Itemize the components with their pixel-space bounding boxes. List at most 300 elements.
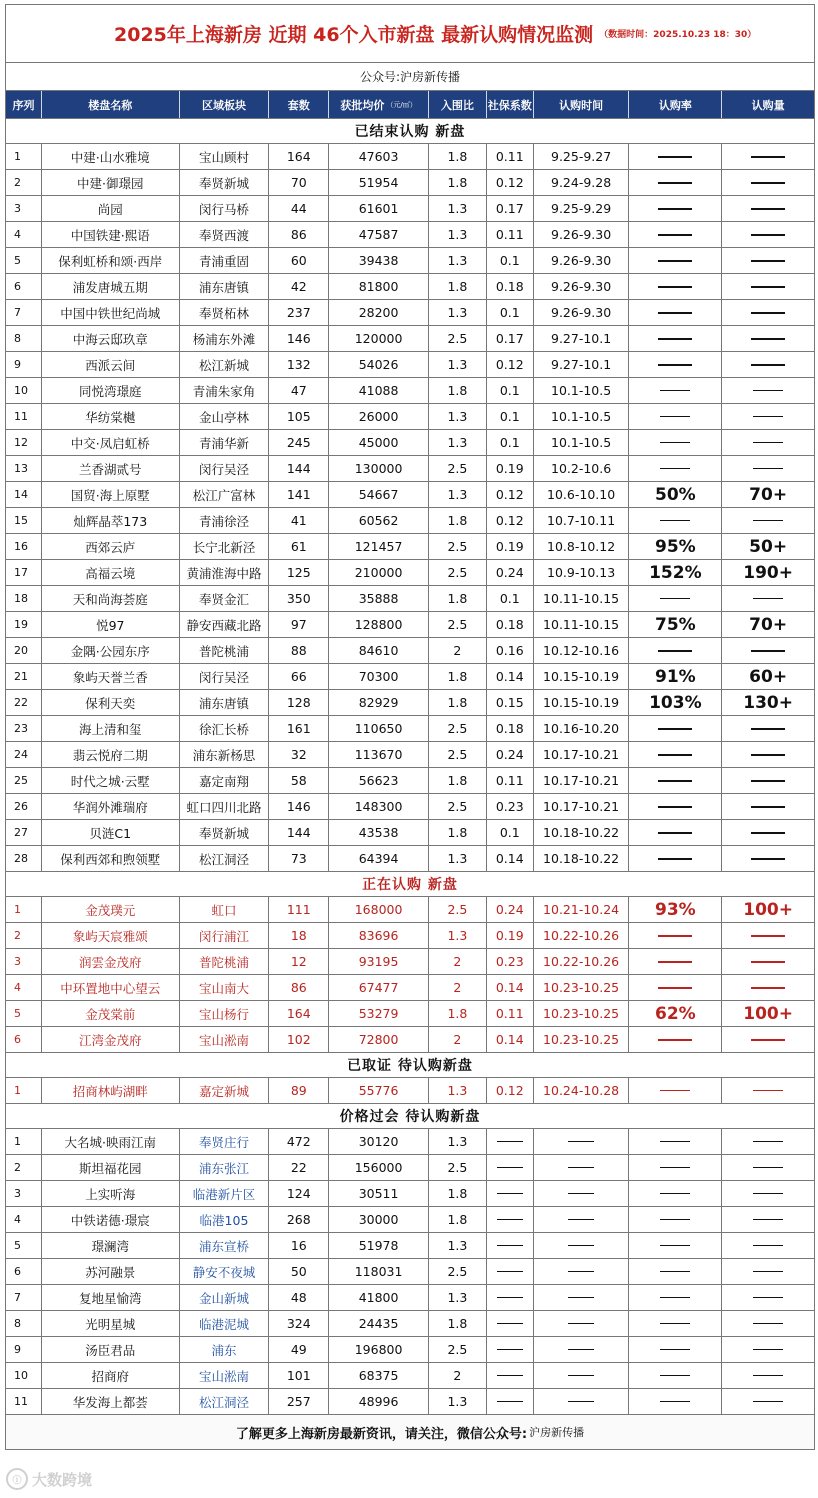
cell-time: 9.26-9.30: [534, 248, 630, 273]
cell-area: 奉贤金汇: [180, 586, 270, 611]
cell-time: 10.1-10.5: [534, 430, 630, 455]
cell-time: 10.17-10.21: [534, 768, 630, 793]
cell-area: 徐汇长桥: [180, 716, 270, 741]
cell-area: 浦东张江: [180, 1155, 270, 1180]
cell-time: [534, 1389, 630, 1414]
table-row: [6, 170, 814, 196]
cell-price: 43538: [329, 820, 429, 845]
dash-mark: [497, 1245, 523, 1246]
cell-name: 华纺棠樾: [42, 404, 180, 429]
cell-name: 贝涟C1: [42, 820, 180, 845]
cell-rate: [629, 378, 722, 403]
cell-idx: 11: [6, 404, 42, 429]
header-ratio: 入围比: [429, 91, 487, 118]
cell-social: 0.12: [487, 482, 534, 507]
dash-mark: [751, 182, 785, 184]
cell-social: [487, 1233, 534, 1258]
dash-mark: [660, 1349, 690, 1350]
cell-rate: 95%: [629, 534, 722, 559]
cell-ratio: 2.5: [429, 1155, 487, 1180]
cell-time: 9.24-9.28: [534, 170, 630, 195]
cell-price: 41088: [329, 378, 429, 403]
table-row: [6, 897, 814, 923]
cell-social: 0.19: [487, 456, 534, 481]
dash-mark: [753, 1167, 783, 1168]
cell-ratio: 1.3: [429, 482, 487, 507]
dash-mark: [660, 1245, 690, 1246]
cell-volume: [722, 923, 814, 948]
data-time: （数据时间：2025.10.23 18：30）: [599, 30, 757, 40]
cell-ratio: 1.3: [429, 846, 487, 871]
cell-volume: [722, 1311, 814, 1336]
cell-area: 普陀桃浦: [180, 638, 270, 663]
cell-price: 30120: [329, 1129, 429, 1154]
cell-time: 10.15-10.19: [534, 690, 630, 715]
cell-area: 浦东: [180, 1337, 270, 1362]
cell-rate: [629, 508, 722, 533]
dash-mark: [753, 1401, 783, 1402]
dash-mark: [751, 961, 785, 963]
cell-units: 60: [269, 248, 329, 273]
cell-units: 102: [269, 1027, 329, 1052]
cell-price: 168000: [329, 897, 429, 922]
cell-rate: [629, 923, 722, 948]
listing-table: [5, 4, 815, 1450]
cell-price: 128800: [329, 612, 429, 637]
cell-name: 上实听海: [42, 1181, 180, 1206]
cell-ratio: 1.3: [429, 1129, 487, 1154]
cell-idx: 1: [6, 144, 42, 169]
dash-mark: [568, 1323, 594, 1324]
dash-mark: [751, 364, 785, 366]
dash-mark: [660, 1193, 690, 1194]
dash-mark: [658, 780, 692, 782]
table-row: [6, 300, 814, 326]
cell-social: 0.11: [487, 768, 534, 793]
cell-name: 西郊云庐: [42, 534, 180, 559]
dash-mark: [753, 1375, 783, 1376]
dash-mark: [658, 286, 692, 288]
dash-mark: [568, 1167, 594, 1168]
cell-price: 24435: [329, 1311, 429, 1336]
cell-time: [534, 1337, 630, 1362]
cell-units: 132: [269, 352, 329, 377]
cell-price: 39438: [329, 248, 429, 273]
cell-idx: 9: [6, 352, 42, 377]
cell-name: 汤臣君品: [42, 1337, 180, 1362]
table-row: [6, 534, 814, 560]
header-rate: 认购率: [629, 91, 722, 118]
cell-time: 10.23-10.25: [534, 1001, 630, 1026]
cell-price: 130000: [329, 456, 429, 481]
cell-volume: 70+: [749, 484, 788, 505]
dash-mark: [568, 1141, 594, 1142]
cell-rate: [629, 716, 722, 741]
dash-mark: [753, 1323, 783, 1324]
dash-mark: [753, 390, 783, 391]
header-volume: 认购量: [751, 98, 785, 112]
cell-idx: 3: [6, 196, 42, 221]
cell-volume: [722, 1285, 814, 1310]
cell-units: 66: [269, 664, 329, 689]
cell-volume: [722, 586, 814, 611]
dash-mark: [751, 754, 785, 756]
cell-rate: [629, 300, 722, 325]
cell-social: 0.1: [487, 430, 534, 455]
table-row: [6, 638, 814, 664]
cell-area: 长宁北新泾: [180, 534, 270, 559]
section-header: 已取证 待认购新盘: [6, 1053, 814, 1078]
cell-social: [487, 1285, 534, 1310]
cell-time: 9.27-10.1: [534, 326, 630, 351]
cell-price: 120000: [329, 326, 429, 351]
table-row: [6, 1389, 814, 1415]
header-units: 套数: [269, 91, 329, 118]
dash-mark: [658, 858, 692, 860]
cell-units: 245: [269, 430, 329, 455]
cell-social: 0.16: [487, 638, 534, 663]
cell-time: 9.25-9.27: [534, 144, 630, 169]
dash-mark: [753, 1193, 783, 1194]
dash-mark: [658, 961, 692, 963]
dash-mark: [497, 1401, 523, 1402]
table-row: [6, 794, 814, 820]
cell-units: 124: [269, 1181, 329, 1206]
cell-units: 42: [269, 274, 329, 299]
dash-mark: [751, 338, 785, 340]
table-row: [6, 1207, 814, 1233]
table-row: [6, 378, 814, 404]
header-time: 认购时间: [534, 91, 630, 118]
cell-ratio: 2: [429, 949, 487, 974]
cell-social: 0.12: [487, 1078, 534, 1103]
cell-price: 41800: [329, 1285, 429, 1310]
cell-area: 青浦朱家角: [180, 378, 270, 403]
cell-volume: [722, 820, 814, 845]
cell-volume: [722, 716, 814, 741]
dash-mark: [660, 1323, 690, 1324]
table-row: [6, 664, 814, 690]
cell-units: 144: [269, 820, 329, 845]
dash-mark: [658, 754, 692, 756]
cell-units: 58: [269, 768, 329, 793]
table-header: [6, 91, 814, 119]
cell-idx: 17: [6, 560, 42, 585]
dash-mark: [660, 390, 690, 391]
cell-units: 44: [269, 196, 329, 221]
cell-ratio: 1.3: [429, 404, 487, 429]
dash-mark: [753, 468, 783, 469]
cell-time: 10.18-10.22: [534, 846, 630, 871]
cell-social: 0.14: [487, 975, 534, 1000]
cell-rate: 62%: [629, 1001, 722, 1026]
cell-price: 56623: [329, 768, 429, 793]
header-social: 社保系数: [487, 91, 534, 118]
header-area: 区域板块: [180, 91, 270, 118]
cell-volume: [722, 196, 814, 221]
dash-mark: [658, 338, 692, 340]
cell-rate: [629, 274, 722, 299]
cell-time: 10.11-10.15: [534, 612, 630, 637]
cell-price: 83696: [329, 923, 429, 948]
dash-mark: [497, 1323, 523, 1324]
cell-name: 璟澜湾: [42, 1233, 180, 1258]
cell-idx: 4: [6, 222, 42, 247]
cell-area: 闵行吴泾: [180, 456, 270, 481]
cell-social: [487, 1389, 534, 1414]
cell-rate: [629, 326, 722, 351]
cell-ratio: 1.3: [429, 1285, 487, 1310]
table-row: [6, 716, 814, 742]
cell-area: 奉贤庄行: [180, 1129, 270, 1154]
cell-social: 0.24: [487, 897, 534, 922]
cell-idx: 6: [6, 1259, 42, 1284]
cell-ratio: 2.5: [429, 897, 487, 922]
cell-time: [534, 1311, 630, 1336]
cell-area: 宝山淞南: [180, 1363, 270, 1388]
dash-mark: [751, 260, 785, 262]
cell-area: 浦东唐镇: [180, 690, 270, 715]
footer: [6, 1415, 814, 1449]
dash-mark: [568, 1219, 594, 1220]
cell-social: 0.24: [487, 560, 534, 585]
cell-rate: 103%: [629, 690, 722, 715]
table-row: [6, 1233, 814, 1259]
cell-name: 招商林屿湖畔: [42, 1078, 180, 1103]
cell-rate: [629, 949, 722, 974]
cell-rate: [629, 430, 722, 455]
cell-social: [487, 1155, 534, 1180]
cell-name: 同悦湾璟庭: [42, 378, 180, 403]
dash-mark: [497, 1167, 523, 1168]
cell-volume: [722, 404, 814, 429]
cell-time: 9.25-9.29: [534, 196, 630, 221]
cell-price: 47603: [329, 144, 429, 169]
cell-volume: [722, 975, 814, 1000]
cell-volume: [722, 1181, 814, 1206]
cell-social: 0.1: [487, 300, 534, 325]
table-row: [6, 144, 814, 170]
cell-name: 润雲金茂府: [42, 949, 180, 974]
cell-idx: 8: [6, 1311, 42, 1336]
cell-name: 中建·御璟园: [42, 170, 180, 195]
dash-mark: [660, 598, 690, 599]
table-row: [6, 274, 814, 300]
table-row: [6, 975, 814, 1001]
cell-units: 89: [269, 1078, 329, 1103]
cell-area: 嘉定新城: [180, 1078, 270, 1103]
cell-time: 10.7-10.11: [534, 508, 630, 533]
cell-rate: 152%: [629, 560, 722, 585]
cell-price: 45000: [329, 430, 429, 455]
cell-ratio: 1.3: [429, 196, 487, 221]
cell-social: 0.19: [487, 923, 534, 948]
cell-name: 国贸·海上原墅: [42, 482, 180, 507]
cell-rate: [629, 222, 722, 247]
cell-rate: [629, 144, 722, 169]
cell-price: 72800: [329, 1027, 429, 1052]
cell-price: 81800: [329, 274, 429, 299]
cell-time: 10.24-10.28: [534, 1078, 630, 1103]
cell-name: 金茂璞元: [42, 897, 180, 922]
cell-rate: [629, 1259, 722, 1284]
cell-rate: [629, 1389, 722, 1414]
dash-mark: [658, 208, 692, 210]
cell-rate: 91%: [629, 664, 722, 689]
cell-area: 虹口: [180, 897, 270, 922]
cell-volume: [722, 1078, 814, 1103]
cell-idx: 4: [6, 1207, 42, 1232]
cell-area: 松江洞泾: [180, 846, 270, 871]
cell-area: 松江广富林: [180, 482, 270, 507]
dash-mark: [568, 1349, 594, 1350]
cell-ratio: 1.8: [429, 1311, 487, 1336]
dash-mark: [660, 1219, 690, 1220]
cell-price: 26000: [329, 404, 429, 429]
dash-mark: [658, 312, 692, 314]
cell-time: 10.22-10.26: [534, 949, 630, 974]
table-row: [6, 1259, 814, 1285]
dash-mark: [753, 1271, 783, 1272]
cell-units: 22: [269, 1155, 329, 1180]
cell-ratio: 2: [429, 1363, 487, 1388]
cell-volume: [722, 170, 814, 195]
footer-account: 沪房新传播: [529, 1426, 585, 1439]
cell-rate: [629, 638, 722, 663]
cell-time: 10.22-10.26: [534, 923, 630, 948]
cell-ratio: 2.5: [429, 716, 487, 741]
cell-ratio: 1.8: [429, 1181, 487, 1206]
header-price-unit: （元/㎡）: [386, 100, 417, 109]
cell-area: 宝山杨行: [180, 1001, 270, 1026]
cell-social: 0.18: [487, 716, 534, 741]
cell-name: 浦发唐城五期: [42, 274, 180, 299]
cell-volume: 100+: [743, 1003, 793, 1024]
cell-ratio: 1.8: [429, 274, 487, 299]
cell-volume: [722, 949, 814, 974]
watermark-logo-icon: ⓘ: [6, 1468, 28, 1490]
cell-rate: [629, 196, 722, 221]
cell-area: 黄浦淮海中路: [180, 560, 270, 585]
table-row: [6, 248, 814, 274]
cell-units: 86: [269, 222, 329, 247]
cell-social: [487, 1181, 534, 1206]
cell-time: 10.17-10.21: [534, 794, 630, 819]
dash-mark: [753, 1297, 783, 1298]
cell-units: 18: [269, 923, 329, 948]
cell-ratio: 1.3: [429, 248, 487, 273]
cell-name: 苏河融景: [42, 1259, 180, 1284]
cell-volume: [722, 274, 814, 299]
cell-price: 156000: [329, 1155, 429, 1180]
cell-time: [534, 1363, 630, 1388]
cell-name: 中环置地中心望云: [42, 975, 180, 1000]
cell-idx: 13: [6, 456, 42, 481]
dash-mark: [497, 1193, 523, 1194]
cell-time: 10.1-10.5: [534, 404, 630, 429]
cell-name: 时代之城·云墅: [42, 768, 180, 793]
cell-social: 0.12: [487, 352, 534, 377]
cell-rate: [629, 1363, 722, 1388]
cell-social: 0.11: [487, 144, 534, 169]
cell-units: 141: [269, 482, 329, 507]
cell-rate: [629, 456, 722, 481]
cell-price: 47587: [329, 222, 429, 247]
cell-ratio: 1.8: [429, 820, 487, 845]
cell-price: 64394: [329, 846, 429, 871]
account-line: 公众号:沪房新传播: [6, 63, 814, 91]
table-row: [6, 768, 814, 794]
cell-name: 兰香湖贰号: [42, 456, 180, 481]
cell-idx: 7: [6, 1285, 42, 1310]
cell-social: 0.17: [487, 326, 534, 351]
cell-volume: [722, 742, 814, 767]
dash-mark: [751, 312, 785, 314]
cell-idx: 8: [6, 326, 42, 351]
cell-volume: 130+: [743, 692, 793, 713]
cell-area: 青浦重固: [180, 248, 270, 273]
dash-mark: [497, 1141, 523, 1142]
cell-social: 0.15: [487, 690, 534, 715]
cell-volume: [722, 1363, 814, 1388]
cell-volume: [722, 1389, 814, 1414]
cell-price: 196800: [329, 1337, 429, 1362]
cell-price: 110650: [329, 716, 429, 741]
cell-units: 101: [269, 1363, 329, 1388]
cell-name: 斯坦福花园: [42, 1155, 180, 1180]
dash-mark: [658, 364, 692, 366]
cell-ratio: 2.5: [429, 560, 487, 585]
cell-idx: 16: [6, 534, 42, 559]
cell-rate: [629, 742, 722, 767]
cell-rate: [629, 1027, 722, 1052]
table-row: [6, 820, 814, 846]
cell-area: 闵行浦江: [180, 923, 270, 948]
watermark-text: 大数跨境: [32, 1470, 93, 1489]
cell-volume: [722, 1155, 814, 1180]
cell-price: 30000: [329, 1207, 429, 1232]
cell-area: 宝山淞南: [180, 1027, 270, 1052]
cell-area: 宝山顾村: [180, 144, 270, 169]
cell-idx: 1: [6, 1129, 42, 1154]
table-row: [6, 326, 814, 352]
cell-volume: [722, 378, 814, 403]
cell-area: 虹口四川北路: [180, 794, 270, 819]
cell-volume: 50+: [749, 536, 788, 557]
table-row: [6, 430, 814, 456]
cell-rate: [629, 768, 722, 793]
cell-name: 西派云间: [42, 352, 180, 377]
cell-units: 125: [269, 560, 329, 585]
cell-idx: 11: [6, 1389, 42, 1414]
cell-ratio: 1.8: [429, 144, 487, 169]
cell-time: 10.16-10.20: [534, 716, 630, 741]
table-row: [6, 1129, 814, 1155]
cell-rate: [629, 1181, 722, 1206]
cell-idx: 14: [6, 482, 42, 507]
cell-social: 0.23: [487, 949, 534, 974]
cell-time: [534, 1259, 630, 1284]
cell-area: 闵行吴泾: [180, 664, 270, 689]
table-row: [6, 560, 814, 586]
cell-price: 51954: [329, 170, 429, 195]
cell-idx: 20: [6, 638, 42, 663]
cell-area: 嘉定南翔: [180, 768, 270, 793]
cell-time: 10.11-10.15: [534, 586, 630, 611]
cell-volume: [722, 430, 814, 455]
cell-price: 55776: [329, 1078, 429, 1103]
cell-ratio: 2.5: [429, 456, 487, 481]
